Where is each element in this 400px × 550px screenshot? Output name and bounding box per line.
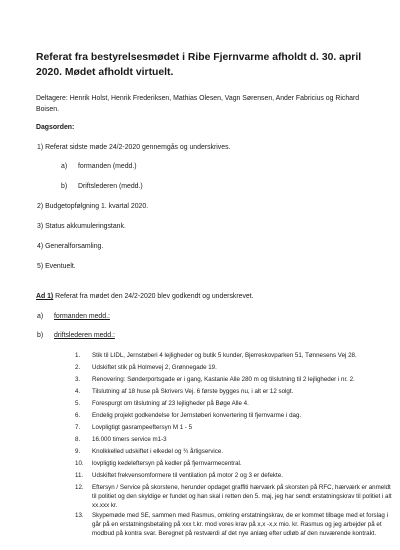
- item-text: Udskiftet stik på Holmevej 2, Grønnegade 19.: [92, 364, 217, 371]
- agenda-marker: a): [61, 163, 68, 170]
- agenda-text: formanden (medd.): [78, 163, 137, 170]
- item-text: Tilslutning af 18 huse på Skrivers Vej. 6 første bygges nu, i alt er 12 solgt.: [92, 388, 294, 395]
- ad1-paragraph: [36, 292, 254, 303]
- item-text: Skypemøde med SE, sammen med Rasmus, omkring erstatningskrav, de er kommet tilbage med et forslag i går på en erstatningsbetaling på xxx t.kr. mod vores krav på x,x -x,x mio. kr. Rasmus og jeg arbejder på et modbud på kontra svar. Beregnet på restværdi af det nye anlæg efter udløb af den nuværende kontrakt.: [92, 512, 388, 537]
- item-number: 6.: [75, 412, 81, 419]
- agenda-item: [37, 262, 76, 271]
- sub-item-a: [37, 312, 110, 321]
- item-number: 10.: [75, 460, 84, 467]
- item-text: Forespurgt om tilslutning af 23 lejligheder på Bøge Alle 4.: [92, 400, 249, 407]
- agenda-text: Eventuelt.: [45, 263, 76, 270]
- agenda-marker: 2): [37, 203, 44, 210]
- sub-item-marker: b): [37, 332, 44, 339]
- agenda-marker: 5): [37, 263, 44, 270]
- agenda-text: Driftslederen (medd.): [78, 183, 143, 190]
- sub-item-marker: a): [37, 313, 44, 320]
- agenda-item: [37, 143, 230, 152]
- sub-item-b: [37, 331, 115, 340]
- participants-line: Deltagere: Henrik Holst, Henrik Frederiksen, Mathias Olesen, Vagn Sørensen, Ander Fabricius og Richard Boisen.: [36, 95, 360, 113]
- item-number: 11.: [75, 472, 84, 479]
- sub-item-text: driftslederen medd.:: [54, 332, 115, 339]
- item-text: Eftersyn / Service på skorstene, herunder opdaget graffiti hærværk på skorsten på RFC, hærværk er anmeldt til politiet og den skyldige er fundet og han skal i retten den 5. maj, jeg har sendt erstatningskrav til politiet i alt xx.xxx kr.: [92, 484, 392, 509]
- item-text: Knolkkelled udskiftet i elkedel og ¾ årligservice.: [92, 448, 224, 455]
- agenda-marker: 4): [37, 243, 44, 250]
- item-number: 12.: [75, 484, 84, 491]
- document-title: Referat fra bestyrelsesmødet i Ribe Fjernvarme afholdt d. 30. april 2020. Mødet afholdt virtuelt.: [36, 52, 362, 78]
- agenda-item: [37, 202, 148, 211]
- agenda-item: [37, 222, 126, 231]
- item-text: Lovpligtigt gasrampeeftersyn M 1 - 5: [92, 424, 193, 431]
- agenda-heading: Dagsorden:: [36, 124, 75, 131]
- agenda-item: [61, 162, 137, 171]
- ad1-label: Ad 1): [36, 293, 54, 300]
- item-text: lovpligtig kedeleftersyn på kedler på fjernvarmecentral.: [92, 460, 242, 467]
- item-number: 4.: [75, 388, 81, 395]
- item-number: 7.: [75, 424, 81, 431]
- agenda-text: Status akkumuleringstank.: [45, 223, 126, 230]
- agenda-text: Budgetopfølgning 1. kvartal 2020.: [45, 203, 149, 210]
- item-number: 8.: [75, 436, 81, 443]
- item-number: 13.: [75, 512, 84, 519]
- agenda-item: [37, 242, 103, 251]
- item-text: Udskiftet frekvensomformere til ventilation på motor 2 og 3 er defekte.: [92, 472, 283, 479]
- agenda-text: Referat sidste møde 24/2-2020 gennemgås og underskrives.: [45, 144, 231, 151]
- ad1-text: Referat fra mødet den 24/2-2020 blev godkendt og underskrevet.: [53, 293, 254, 300]
- item-number: 3.: [75, 376, 81, 383]
- item-text: Stik til LIDL, Jernstøberi 4 lejligheder og butik 5 kunder, Bjerreskovparken 51, Tønnesens Vej 28.: [92, 352, 357, 359]
- item-text: Endelig projekt godkendelse for Jernstøberi konvertering til fjernvarme i dag.: [92, 412, 302, 419]
- item-number: 1.: [75, 352, 81, 359]
- agenda-marker: 1): [37, 144, 44, 151]
- sub-item-text: formanden medd.:: [54, 313, 110, 320]
- item-number: 5.: [75, 400, 81, 407]
- agenda-marker: 3): [37, 223, 44, 230]
- item-text: Renovering: Sønderportsgade er i gang, Kastanie Alle 280 m og tilslutning til 2 lejligheder i nr. 2.: [92, 376, 355, 383]
- agenda-text: Generalforsamling.: [45, 243, 104, 250]
- agenda-item: [61, 182, 143, 191]
- item-number: 2.: [75, 364, 81, 371]
- agenda-marker: b): [61, 183, 68, 190]
- item-text: 16.000 timers service m1-3: [92, 436, 167, 443]
- item-number: 9.: [75, 448, 81, 455]
